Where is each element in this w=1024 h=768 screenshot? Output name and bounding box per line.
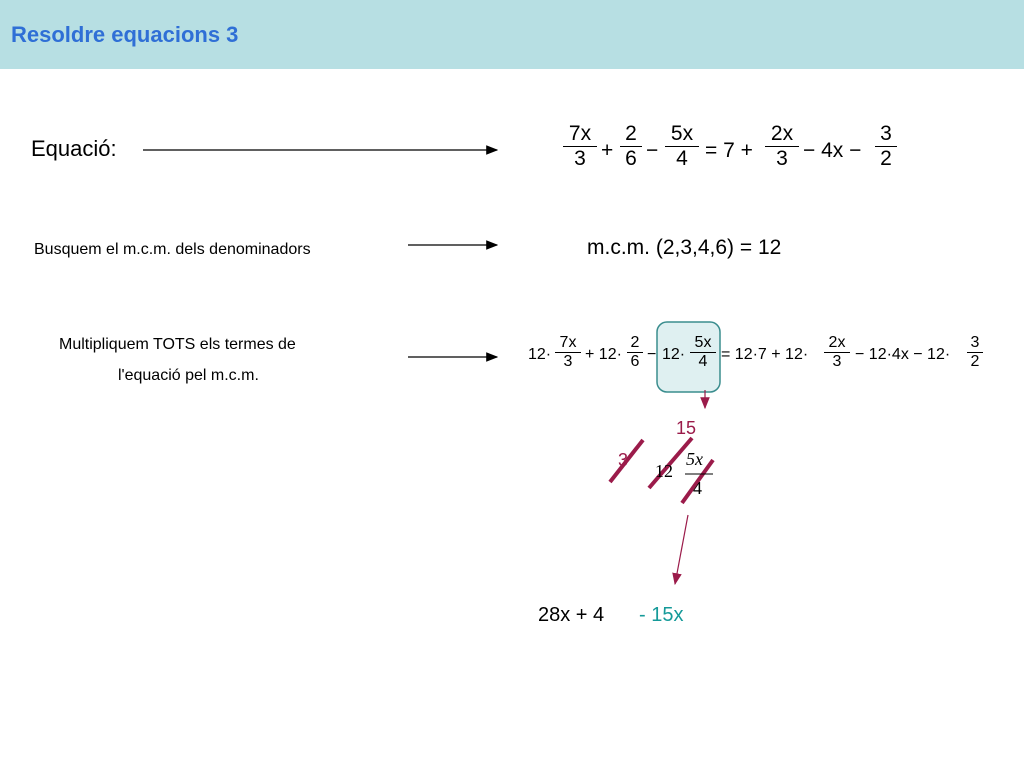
eq2-prefix-5: − 12·4x − 12· bbox=[855, 346, 951, 363]
eq2-prefix-1: 12· bbox=[528, 346, 552, 363]
eq1-fraction-5: 3 2 bbox=[875, 122, 897, 171]
eq1-fraction-3: 5x 4 bbox=[665, 122, 699, 171]
eq1-fraction-2: 2 6 bbox=[620, 122, 642, 171]
final-expression-part1: 28x + 4 bbox=[538, 604, 605, 626]
eq1-fraction-4: 2x 3 bbox=[765, 122, 799, 171]
eq2-fraction-1: 7x 3 bbox=[555, 334, 581, 371]
eq1-op-plus: + bbox=[601, 139, 614, 162]
eq1-op-minus: − bbox=[646, 139, 659, 162]
step3-label-line1: Multipliquem TOTS els termes de bbox=[59, 336, 296, 353]
eq2-fraction-5: 3 2 bbox=[967, 334, 983, 371]
eq1-minus-4x: − 4x − bbox=[803, 139, 862, 162]
arrow-down-final bbox=[675, 515, 688, 584]
page-title: Resoldre equacions 3 bbox=[11, 22, 239, 47]
detail-denominator: 4 bbox=[693, 478, 702, 498]
final-expression-part2: - 15x bbox=[639, 604, 684, 626]
detail-factor-12: 12 bbox=[655, 461, 673, 481]
eq2-fraction-2: 2 6 bbox=[627, 334, 643, 371]
lcm-result: m.c.m. (2,3,4,6) = 12 bbox=[587, 236, 782, 259]
step3-label-line2: l'equació pel m.c.m. bbox=[118, 367, 259, 384]
eq2-prefix-4: = 12·7 + 12· bbox=[721, 346, 809, 363]
simplified-result-3: 3 bbox=[618, 450, 629, 470]
eq2-fraction-3-highlighted: 5x 4 bbox=[690, 334, 716, 371]
eq2-prefix-2: + 12· bbox=[585, 346, 622, 363]
step2-label: Busquem el m.c.m. dels denominadors bbox=[34, 241, 311, 258]
step1-label: Equació: bbox=[31, 136, 117, 161]
eq2-prefix-3: 12· bbox=[662, 346, 686, 363]
eq2-fraction-4: 2x 3 bbox=[824, 334, 850, 371]
eq1-fraction-1: 7x 3 bbox=[563, 122, 597, 171]
eq1-equals-seven: = 7 + bbox=[705, 139, 753, 162]
simplified-result-15: 15 bbox=[676, 418, 697, 438]
detail-numerator: 5x bbox=[686, 449, 703, 469]
eq2-minus: − bbox=[647, 346, 657, 363]
